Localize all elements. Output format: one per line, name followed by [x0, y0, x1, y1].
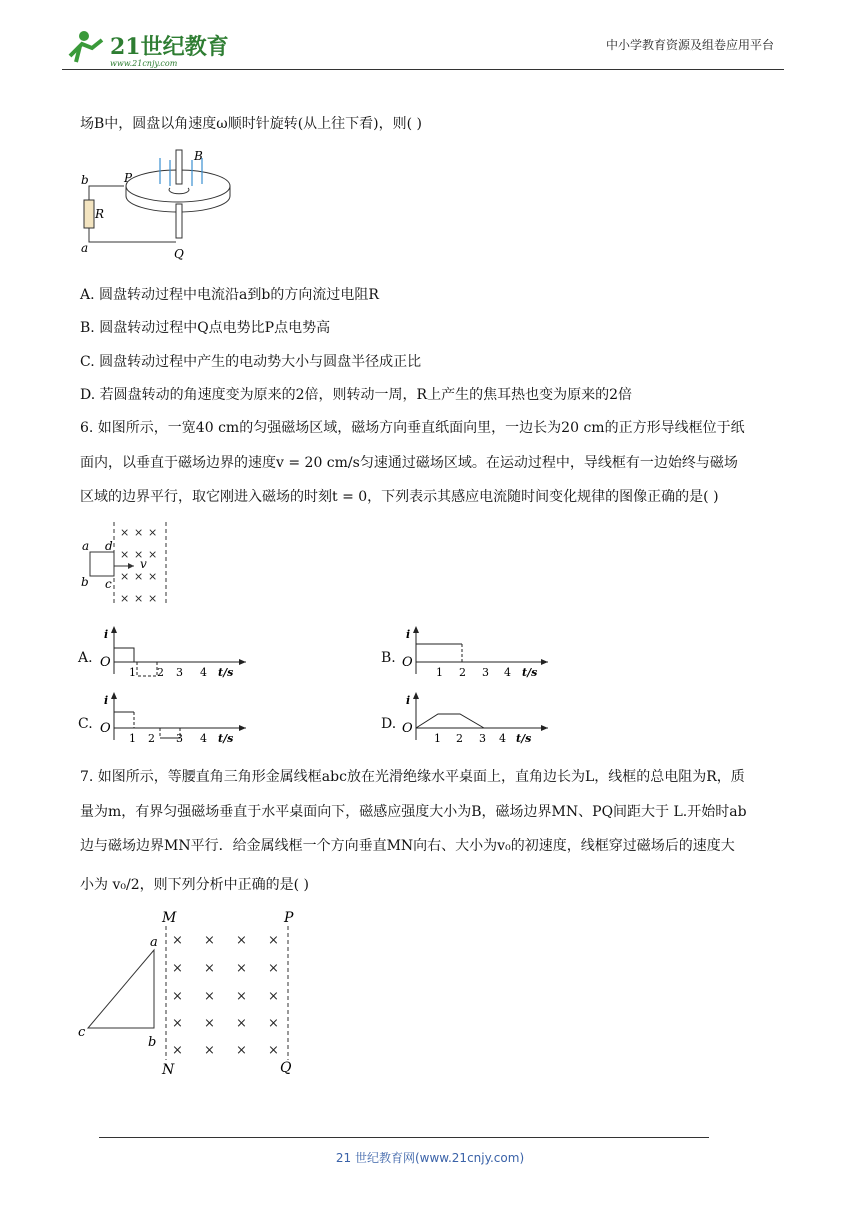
- svg-text:×: ×: [236, 989, 247, 1004]
- svg-text:t/s: t/s: [218, 666, 234, 679]
- svg-text:21世纪教育: 21世纪教育: [110, 34, 229, 60]
- svg-text:1: 1: [129, 666, 136, 679]
- q6-stem-line2: 面内，以垂直于磁场边界的速度v = 20 cm/s匀速通过磁场区域。在运动过程中，导线框有一边始终与磁场: [80, 455, 738, 471]
- q6-graph-b: [398, 624, 548, 682]
- svg-text:×: ×: [204, 989, 215, 1004]
- q7-stem-line1: 7. 如图所示，等腰直角三角形金属线框abc放在光滑绝缘水平桌面上，直角边长为L，线框的总电阻为R，质: [80, 769, 745, 785]
- svg-text:t/s: t/s: [218, 732, 234, 745]
- svg-text:Q: Q: [280, 1060, 292, 1076]
- svg-text:a: a: [82, 539, 90, 553]
- svg-text:×: ×: [268, 1043, 279, 1058]
- q6-graph-b-label: B.: [381, 650, 396, 666]
- svg-text:2: 2: [456, 732, 463, 745]
- svg-text:×: ×: [172, 1016, 183, 1031]
- svg-text:a: a: [81, 241, 89, 255]
- footer-divider: [99, 1137, 709, 1138]
- svg-text:Q: Q: [174, 247, 184, 260]
- svg-text:×: ×: [204, 1043, 215, 1058]
- svg-text:i: i: [406, 628, 411, 641]
- svg-text:3: 3: [479, 732, 486, 745]
- svg-text:×: ×: [204, 961, 215, 976]
- q6-stem-line1: 6. 如图所示，一宽40 cm的匀强磁场区域，磁场方向垂直纸面向里，一边长为20 cm的正方形导线框位于纸: [80, 420, 745, 436]
- svg-text:4: 4: [200, 732, 207, 745]
- svg-text:v: v: [140, 557, 147, 571]
- q6-graph-c: [96, 690, 246, 748]
- svg-text:4: 4: [499, 732, 506, 745]
- svg-text:×: ×: [268, 1016, 279, 1031]
- svg-text:t/s: t/s: [522, 666, 538, 679]
- svg-text:×: ×: [134, 548, 144, 561]
- svg-text:d: d: [105, 539, 113, 553]
- svg-text:×: ×: [148, 570, 158, 583]
- svg-text:2: 2: [459, 666, 466, 679]
- svg-text:c: c: [78, 1025, 86, 1040]
- svg-text:×: ×: [204, 1016, 215, 1031]
- q7-figure: [74, 906, 304, 1080]
- platform-name: 中小学教育资源及组卷应用平台: [605, 38, 774, 52]
- q5-option-b: B. 圆盘转动过程中Q点电势比P点电势高: [80, 320, 331, 336]
- svg-text:×: ×: [236, 933, 247, 948]
- svg-text:b: b: [81, 173, 89, 187]
- svg-text:c: c: [105, 577, 112, 591]
- q6-graph-c-label: C.: [78, 716, 93, 732]
- footer-text: 21 世纪教育网(www.21cnjy.com): [335, 1151, 525, 1165]
- svg-text:www.21cnjy.com: www.21cnjy.com: [110, 59, 178, 68]
- svg-text:3: 3: [176, 732, 183, 745]
- q7-stem-line3: 边与磁场边界MN平行．给金属线框一个方向垂直MN向右、大小为v₀的初速度，线框穿过磁场后的速度大: [80, 838, 735, 854]
- svg-text:1: 1: [129, 732, 136, 745]
- svg-text:×: ×: [172, 1043, 183, 1058]
- svg-text:×: ×: [148, 548, 158, 561]
- svg-text:i: i: [406, 694, 411, 707]
- svg-text:1: 1: [434, 732, 441, 745]
- svg-text:N: N: [162, 1062, 175, 1078]
- svg-text:2: 2: [157, 666, 164, 679]
- svg-text:×: ×: [134, 570, 144, 583]
- svg-text:×: ×: [236, 1016, 247, 1031]
- svg-text:P: P: [284, 910, 294, 926]
- q6-stem-line3: 区域的边界平行，取它刚进入磁场的时刻t = 0，下列表示其感应电流随时间变化规律的图像正确的是( ): [80, 489, 719, 505]
- svg-text:×: ×: [204, 933, 215, 948]
- svg-text:3: 3: [482, 666, 489, 679]
- svg-text:a: a: [150, 935, 158, 950]
- svg-text:×: ×: [236, 1043, 247, 1058]
- svg-text:O: O: [100, 655, 111, 670]
- svg-text:×: ×: [148, 526, 158, 539]
- svg-text:×: ×: [268, 989, 279, 1004]
- svg-text:×: ×: [236, 961, 247, 976]
- q6-graph-a-label: A.: [78, 650, 93, 666]
- svg-text:B: B: [194, 149, 203, 163]
- svg-text:M: M: [162, 910, 177, 926]
- q6-figure: [78, 520, 178, 610]
- svg-text:4: 4: [504, 666, 511, 679]
- q5-option-a: A. 圆盘转动过程中电流沿a到b的方向流过电阻R: [80, 287, 379, 303]
- svg-text:×: ×: [134, 526, 144, 539]
- q5-figure: [78, 148, 248, 260]
- svg-text:O: O: [402, 721, 413, 736]
- q5-stem: 场B中，圆盘以角速度ω顺时针旋转(从上往下看)，则( ): [80, 116, 423, 132]
- svg-text:×: ×: [172, 933, 183, 948]
- svg-text:×: ×: [172, 989, 183, 1004]
- svg-text:i: i: [104, 628, 109, 641]
- svg-text:b: b: [148, 1035, 157, 1050]
- q6-graph-a: [96, 624, 246, 682]
- svg-text:i: i: [104, 694, 109, 707]
- q5-option-d: D. 若圆盘转动的角速度变为原来的2倍，则转动一周，R上产生的焦耳热也变为原来的2倍: [80, 387, 632, 403]
- q6-graph-d: [398, 690, 548, 748]
- svg-text:O: O: [402, 655, 413, 670]
- q5-option-c: C. 圆盘转动过程中产生的电动势大小与圆盘半径成正比: [80, 354, 422, 370]
- svg-text:×: ×: [148, 592, 158, 605]
- svg-text:×: ×: [120, 570, 130, 583]
- svg-text:O: O: [100, 721, 111, 736]
- svg-text:b: b: [81, 575, 89, 589]
- svg-text:1: 1: [436, 666, 443, 679]
- svg-text:×: ×: [268, 961, 279, 976]
- q7-stem-line4: 小为 v₀/2，则下列分析中正确的是( ): [80, 877, 309, 893]
- svg-text:×: ×: [172, 961, 183, 976]
- svg-text:2: 2: [148, 732, 155, 745]
- svg-text:×: ×: [120, 592, 130, 605]
- q6-graph-d-label: D.: [381, 716, 397, 732]
- svg-text:×: ×: [120, 548, 130, 561]
- svg-text:×: ×: [268, 933, 279, 948]
- svg-text:4: 4: [200, 666, 207, 679]
- site-logo: [62, 26, 232, 70]
- svg-text:3: 3: [176, 666, 183, 679]
- q7-stem-line2: 量为m，有界匀强磁场垂直于水平桌面向下，磁感应强度大小为B，磁场边界MN、PQ间距大于 L.开始时ab: [80, 804, 747, 820]
- header-divider: [62, 69, 784, 70]
- svg-text:×: ×: [134, 592, 144, 605]
- svg-text:t/s: t/s: [516, 732, 532, 745]
- svg-text:×: ×: [120, 526, 130, 539]
- svg-text:P: P: [124, 171, 133, 185]
- svg-text:R: R: [95, 207, 105, 221]
